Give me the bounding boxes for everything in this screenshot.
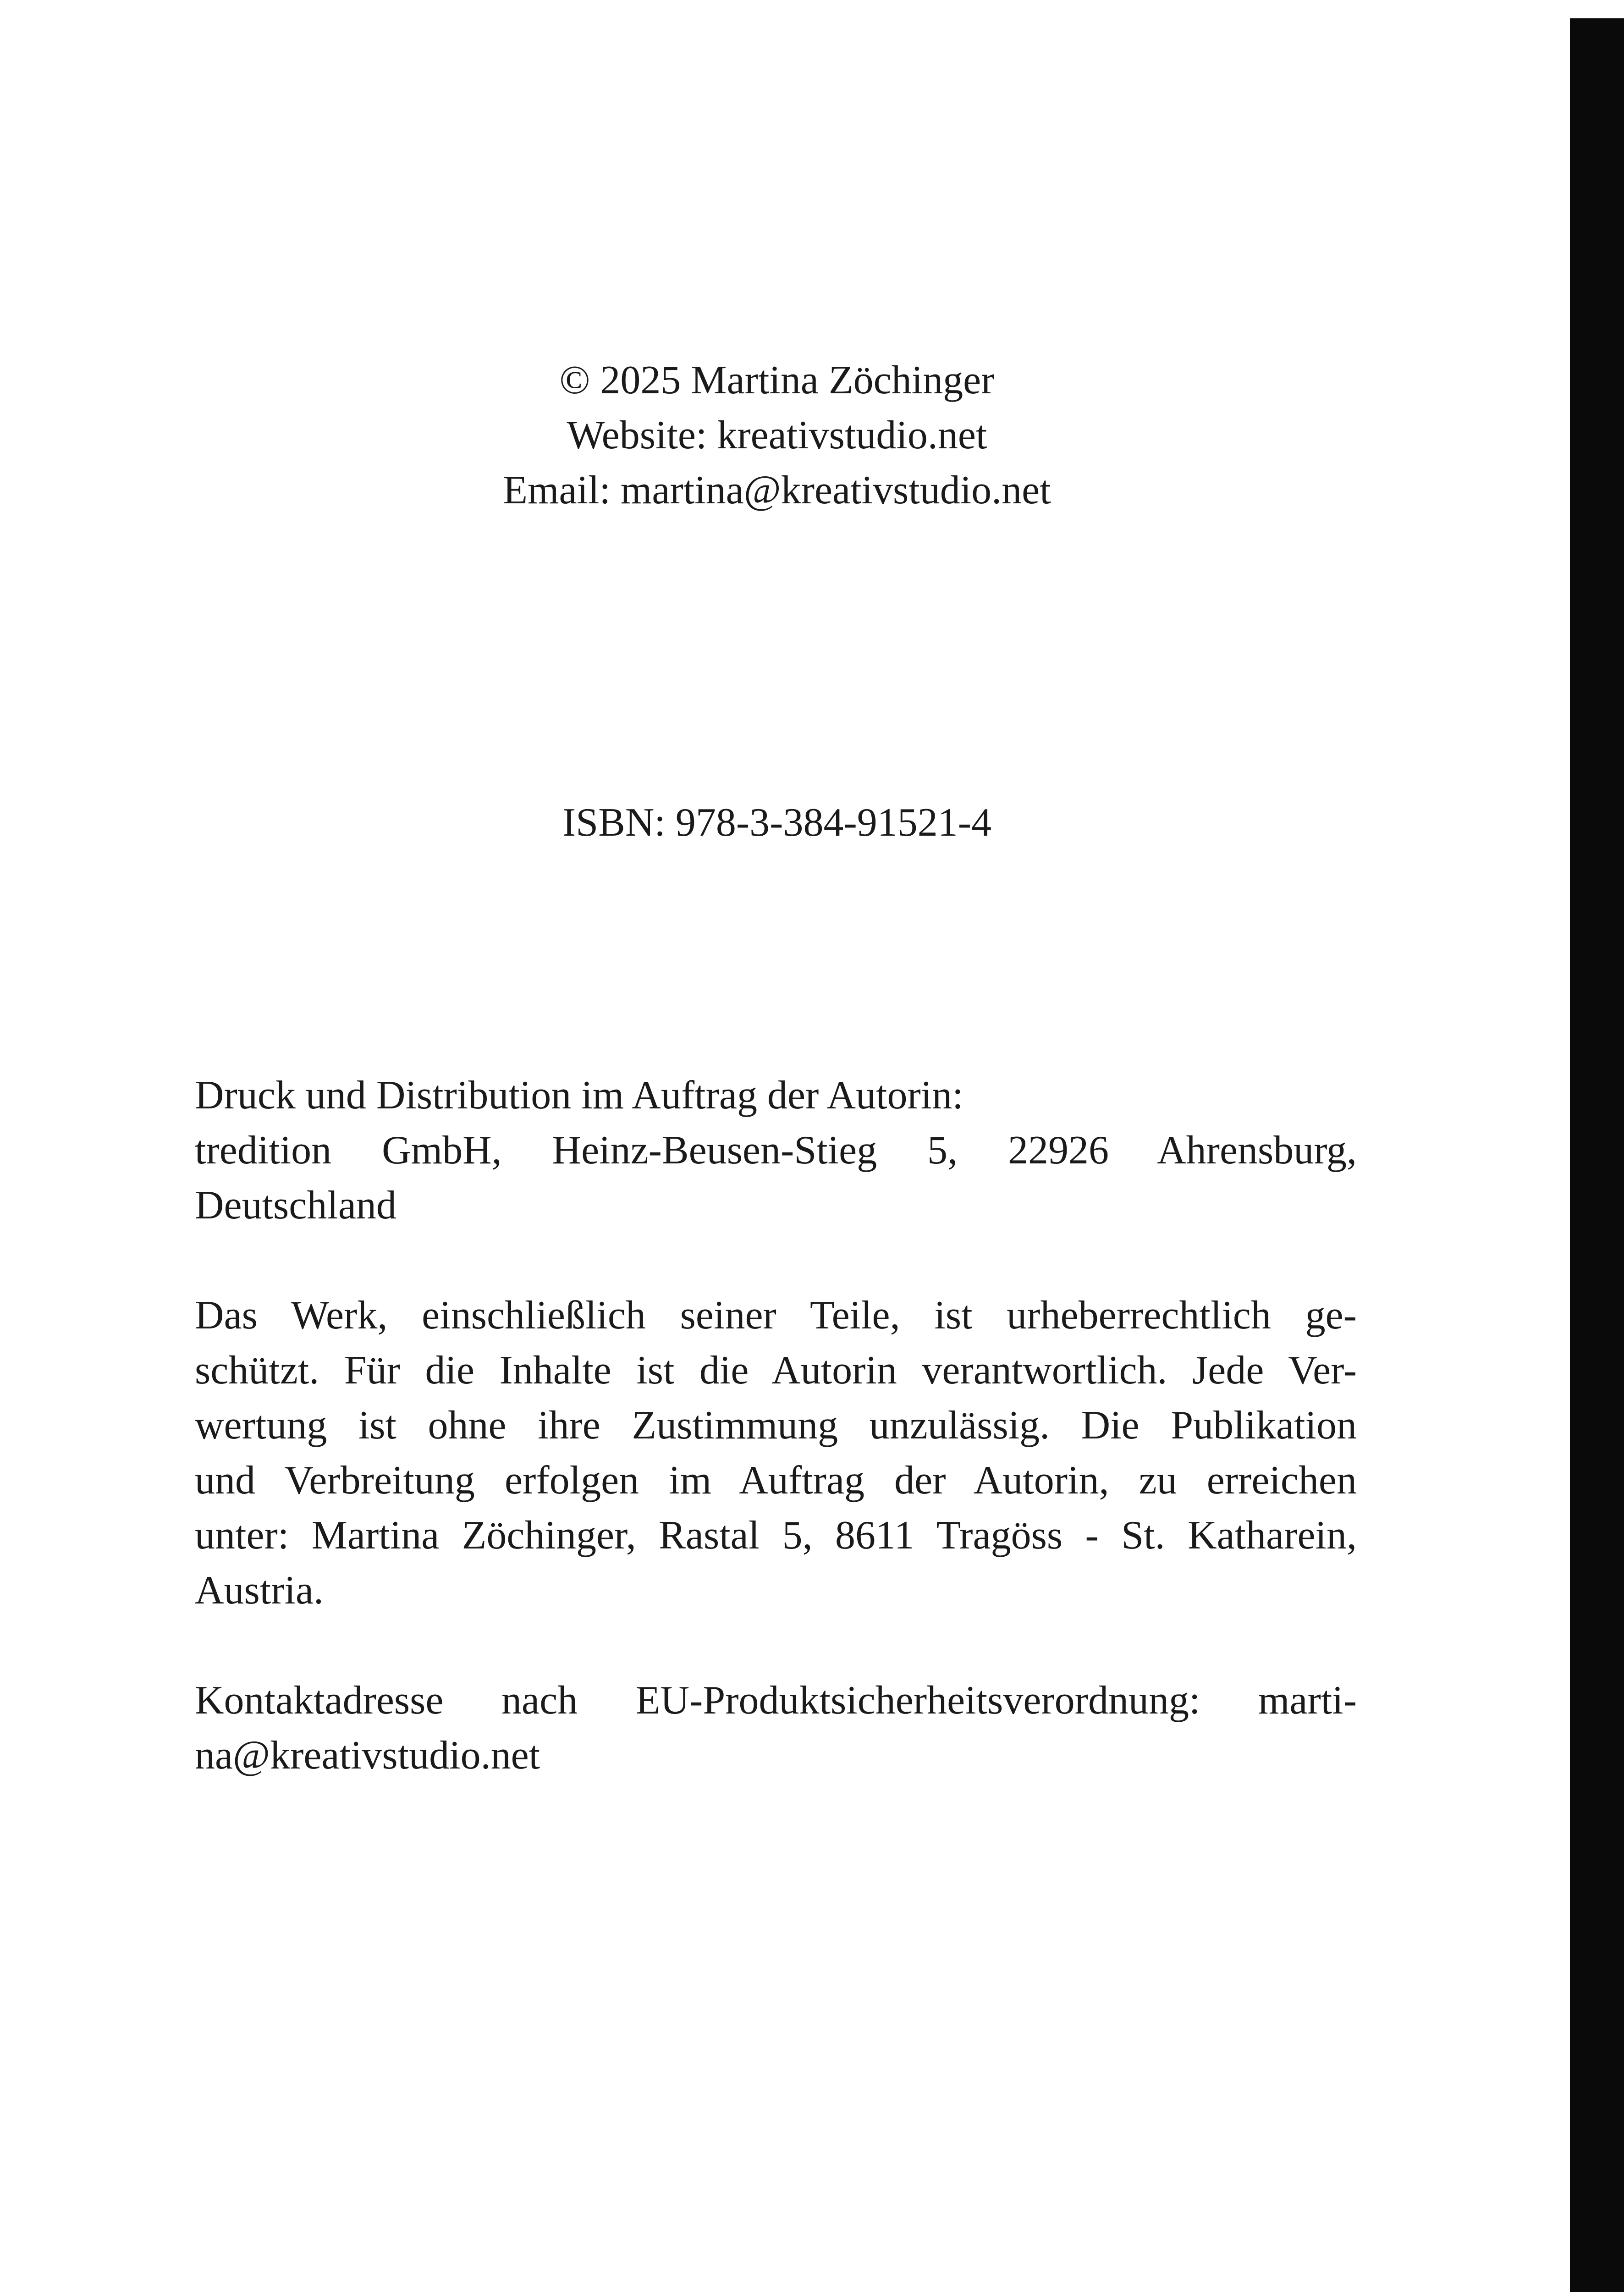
copyright-block — [197, 353, 1357, 518]
eu-contact-paragraph — [195, 1673, 1357, 1783]
notice-line: wertung ist ohne ihre Zustimmung unzulässig. Die Publikation — [195, 1403, 1357, 1448]
contact-line: na@kreativstudio.net — [195, 1733, 540, 1778]
printer-paragraph — [195, 1068, 1357, 1233]
notice-line: Austria. — [195, 1568, 324, 1613]
notice-line: schützt. Für die Inhalte ist die Autorin verantwortlich. Jede Ver- — [195, 1348, 1357, 1393]
isbn-block — [197, 795, 1357, 850]
printer-line: Druck und Distribution im Auftrag der Autorin: — [195, 1073, 963, 1118]
printer-line: Deutschland — [195, 1183, 396, 1228]
page-edge-shadow — [1570, 18, 1624, 2292]
contact-line: Kontaktadresse nach EU-Produktsicherheitsverordnung: marti- — [195, 1678, 1357, 1723]
notice-line: Das Werk, einschließlich seiner Teile, ist urheberrechtlich ge- — [195, 1293, 1357, 1338]
printer-line: tredition GmbH, Heinz-Beusen-Stieg 5, 22926 Ahrensburg, — [195, 1128, 1357, 1173]
copyright-notice-paragraph — [195, 1288, 1357, 1618]
isbn-line: ISBN: 978-3-384-91521-4 — [562, 800, 992, 845]
notice-line: und Verbreitung erfolgen im Auftrag der Autorin, zu erreichen — [195, 1458, 1357, 1503]
copyright-line: © 2025 Martina Zöchinger — [559, 358, 995, 402]
website-line: Website: kreativstudio.net — [567, 413, 987, 457]
notice-line: unter: Martina Zöchinger, Rastal 5, 8611 Tragöss - St. Katharein, — [195, 1513, 1357, 1558]
email-line: Email: martina@kreativstudio.net — [503, 468, 1051, 512]
